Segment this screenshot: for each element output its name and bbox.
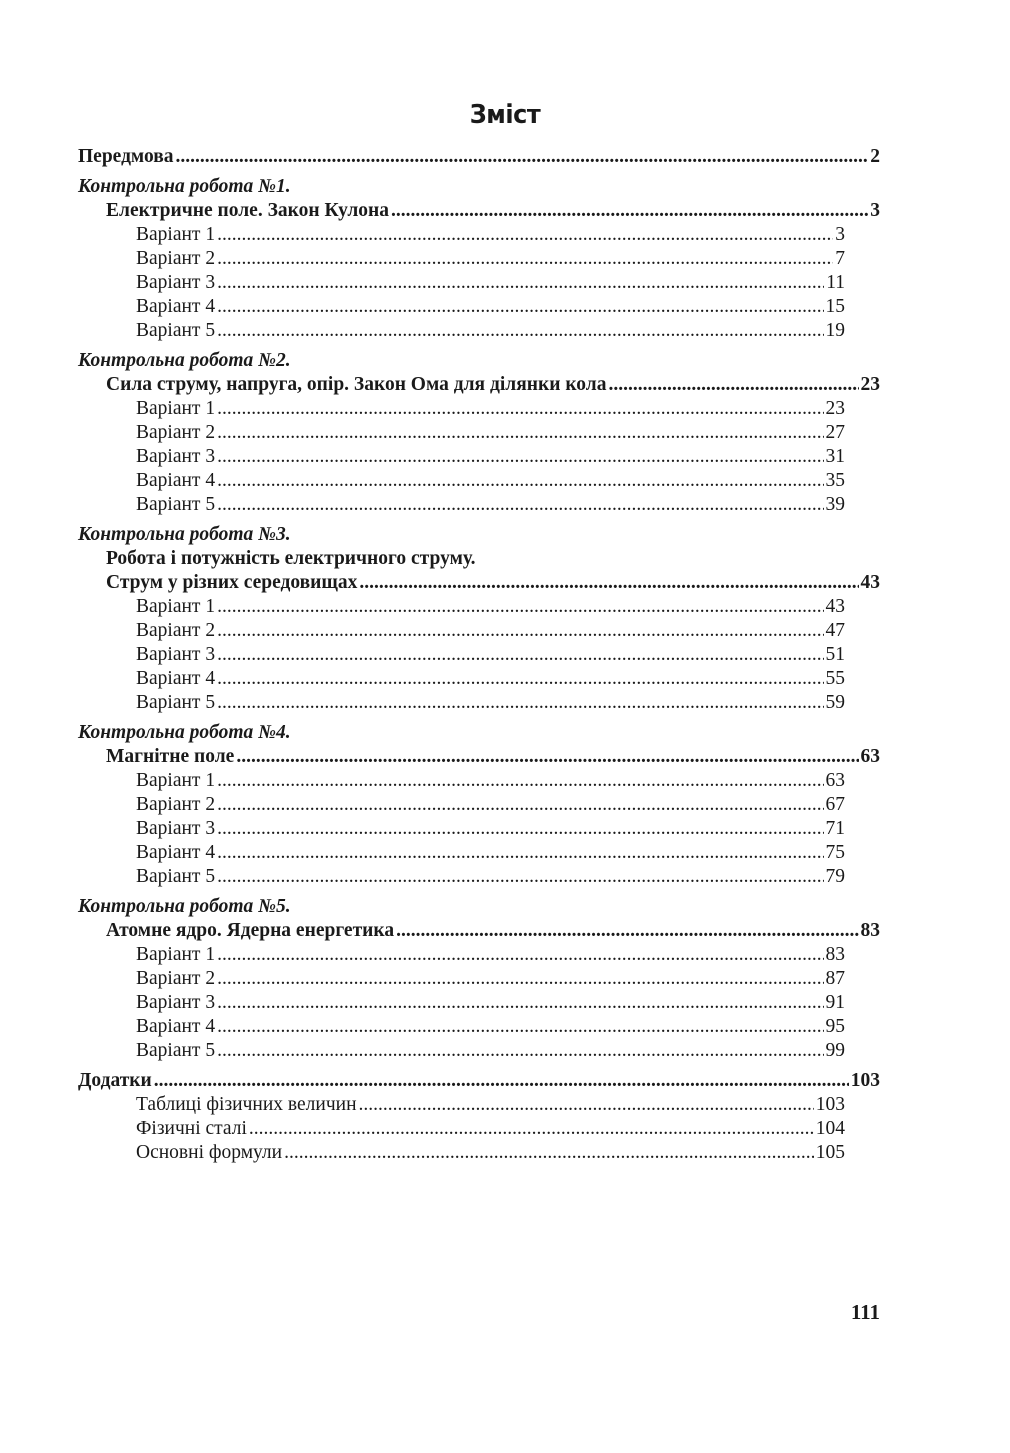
dot-leader — [396, 919, 858, 943]
toc-entry-page: 83 — [825, 944, 845, 965]
toc-entry-variant[interactable] — [136, 841, 845, 865]
toc-entry-label: Магнітне поле — [106, 746, 235, 767]
dot-leader — [359, 571, 858, 595]
toc-entry-page: 39 — [825, 494, 845, 515]
toc-entry-variant[interactable] — [136, 295, 845, 319]
toc-entry-variant[interactable] — [136, 397, 845, 421]
toc-entry-page: 11 — [826, 272, 845, 293]
dot-leader — [217, 319, 823, 343]
toc-entry-label: Варіант 5 — [136, 866, 216, 887]
toc-entry-label: Варіант 1 — [136, 944, 216, 965]
toc-entry-label: Варіант 5 — [136, 1040, 216, 1061]
toc-entry-appendix-item[interactable] — [136, 1093, 845, 1117]
toc-entry-page: 47 — [825, 620, 845, 641]
toc-entry-label: Струм у різних середовищах — [106, 572, 358, 593]
toc-entry-label: Таблиці фізичних величин — [136, 1094, 357, 1115]
toc-entry-topic[interactable] — [106, 919, 880, 943]
toc-entry-page: 23 — [860, 374, 880, 395]
dot-leader — [217, 445, 823, 469]
topic-line: Робота і потужність електричного струму. — [106, 548, 476, 569]
toc-entry-label: Варіант 2 — [136, 968, 216, 989]
toc-entry-variant[interactable] — [136, 445, 845, 469]
toc-entry-page: 3 — [870, 200, 880, 221]
dot-leader — [217, 817, 823, 841]
dot-leader — [217, 1015, 823, 1039]
toc-entry-variant[interactable] — [136, 247, 845, 271]
toc-entry-variant[interactable] — [136, 319, 845, 343]
dot-leader — [217, 793, 823, 817]
toc-entry-appendix[interactable] — [78, 1069, 880, 1093]
toc-entry-page: 91 — [825, 992, 845, 1013]
toc-entry-variant[interactable] — [136, 469, 845, 493]
page-number: 111 — [850, 1300, 880, 1324]
toc-entry-page: 31 — [825, 446, 845, 467]
toc-entry-topic[interactable] — [106, 373, 880, 397]
toc-entry-variant[interactable] — [136, 1039, 845, 1063]
toc-entry-variant[interactable] — [136, 691, 845, 715]
toc-entry-page: 7 — [835, 248, 845, 269]
toc-entry-label: Варіант 1 — [136, 596, 216, 617]
toc-entry-page: 79 — [825, 866, 845, 887]
toc-entry-page: 43 — [825, 596, 845, 617]
dot-leader — [217, 769, 823, 793]
toc-entry-page: 71 — [825, 818, 845, 839]
toc-entry-page: 99 — [825, 1040, 845, 1061]
toc-entry-variant[interactable] — [136, 595, 845, 619]
dot-leader — [359, 1093, 814, 1117]
toc-entry-variant[interactable] — [136, 223, 845, 247]
toc-entry-label: Варіант 2 — [136, 422, 216, 443]
toc-entry-variant[interactable] — [136, 493, 845, 517]
dot-leader — [217, 619, 823, 643]
dot-leader — [217, 991, 823, 1015]
toc-entry-label: Основні формули — [136, 1142, 283, 1163]
toc-title: Зміст — [469, 100, 541, 130]
dot-leader — [217, 397, 823, 421]
toc-entry-page: 67 — [825, 794, 845, 815]
toc-entry-label: Варіант 1 — [136, 224, 216, 245]
dot-leader — [154, 1069, 849, 1093]
toc-entry-label: Варіант 4 — [136, 842, 216, 863]
toc-entry-variant[interactable] — [136, 667, 845, 691]
dot-leader — [217, 967, 823, 991]
toc-entry-page: 59 — [825, 692, 845, 713]
dot-leader — [217, 223, 833, 247]
toc-entry-variant[interactable] — [136, 943, 845, 967]
dot-leader — [217, 493, 823, 517]
toc-entry-appendix-item[interactable] — [136, 1117, 845, 1141]
toc-entry-page: 63 — [825, 770, 845, 791]
toc-entry-variant[interactable] — [136, 421, 845, 445]
section-heading: Контрольна робота №5. — [78, 896, 291, 917]
toc-entry-variant[interactable] — [136, 991, 845, 1015]
dot-leader — [217, 865, 823, 889]
dot-leader — [217, 421, 823, 445]
toc-entry-page: 19 — [825, 320, 845, 341]
toc-entry-page: 105 — [815, 1142, 845, 1163]
toc-entry-label: Варіант 1 — [136, 770, 216, 791]
toc-entry-page: 43 — [860, 572, 880, 593]
toc-entry-appendix-item[interactable] — [136, 1141, 845, 1165]
toc-entry-topic[interactable] — [106, 571, 880, 595]
section-heading: Контрольна робота №2. — [78, 350, 291, 371]
toc-entry-label: Варіант 5 — [136, 320, 216, 341]
toc-entry-label: Варіант 5 — [136, 692, 216, 713]
dot-leader — [217, 943, 823, 967]
toc-entry-variant[interactable] — [136, 643, 845, 667]
dot-leader — [217, 1039, 823, 1063]
dot-leader — [217, 247, 833, 271]
dot-leader — [284, 1141, 814, 1165]
section-heading: Контрольна робота №3. — [78, 524, 291, 545]
toc-entry-page: 15 — [825, 296, 845, 317]
toc-entry-page: 87 — [825, 968, 845, 989]
toc-entry-label: Фізичні сталі — [136, 1118, 247, 1139]
section-heading: Контрольна робота №1. — [78, 176, 291, 197]
toc-entry-label: Варіант 4 — [136, 1016, 216, 1037]
toc-entry-page: 35 — [825, 470, 845, 491]
toc-entry-preface[interactable] — [78, 145, 880, 169]
toc-entry-label: Варіант 3 — [136, 446, 216, 467]
dot-leader — [236, 745, 858, 769]
toc-entry-variant[interactable] — [136, 271, 845, 295]
dot-leader — [176, 145, 869, 169]
dot-leader — [249, 1117, 814, 1141]
toc-entry-label: Сила струму, напруга, опір. Закон Ома для ділянки кола — [106, 374, 607, 395]
dot-leader — [217, 469, 823, 493]
toc-entry-label: Атомне ядро. Ядерна енергетика — [106, 920, 395, 941]
toc-entry-label: Варіант 3 — [136, 818, 216, 839]
toc-entry-label: Електричне поле. Закон Кулона — [106, 200, 390, 221]
toc-entry-page: 103 — [850, 1070, 880, 1091]
toc-entry-page: 104 — [815, 1118, 845, 1139]
toc-entry-variant[interactable] — [136, 967, 845, 991]
toc-entry-label: Варіант 2 — [136, 248, 216, 269]
dot-leader — [217, 841, 823, 865]
toc-entry-label: Варіант 2 — [136, 620, 216, 641]
toc-entry-page: 51 — [825, 644, 845, 665]
toc-entry-page: 83 — [860, 920, 880, 941]
toc-entry-topic[interactable] — [106, 199, 880, 223]
toc-entry-variant[interactable] — [136, 619, 845, 643]
toc-entry-label: Варіант 4 — [136, 296, 216, 317]
toc-entry-page: 103 — [815, 1094, 845, 1115]
toc-entry-topic[interactable] — [106, 745, 880, 769]
toc-entry-variant[interactable] — [136, 769, 845, 793]
dot-leader — [391, 199, 868, 223]
toc-entry-label: Варіант 5 — [136, 494, 216, 515]
dot-leader — [217, 643, 823, 667]
dot-leader — [217, 595, 823, 619]
toc-entry-page: 23 — [825, 398, 845, 419]
toc-entry-label: Передмова — [78, 146, 174, 167]
toc-entry-variant[interactable] — [136, 1015, 845, 1039]
dot-leader — [217, 667, 823, 691]
toc-entry-label: Варіант 2 — [136, 794, 216, 815]
toc-entry-page: 55 — [825, 668, 845, 689]
toc-entry-page: 27 — [825, 422, 845, 443]
toc-entry-page: 95 — [825, 1016, 845, 1037]
toc-entry-page: 2 — [870, 146, 880, 167]
dot-leader — [217, 271, 824, 295]
toc-entry-label: Варіант 3 — [136, 644, 216, 665]
toc-entry-label: Варіант 1 — [136, 398, 216, 419]
toc-entry-variant[interactable] — [136, 817, 845, 841]
toc-entry-label: Варіант 4 — [136, 668, 216, 689]
dot-leader — [609, 373, 859, 397]
dot-leader — [217, 691, 823, 715]
toc-entry-label: Додатки — [78, 1070, 152, 1091]
dot-leader — [217, 295, 823, 319]
section-heading: Контрольна робота №4. — [78, 722, 291, 743]
toc-entry-label: Варіант 3 — [136, 272, 216, 293]
toc-entry-page: 75 — [825, 842, 845, 863]
toc-entry-label: Варіант 3 — [136, 992, 216, 1013]
toc-entry-variant[interactable] — [136, 793, 845, 817]
toc-entry-variant[interactable] — [136, 865, 845, 889]
toc-entry-page: 63 — [860, 746, 880, 767]
toc-entry-page: 3 — [835, 224, 845, 245]
toc-entry-label: Варіант 4 — [136, 470, 216, 491]
